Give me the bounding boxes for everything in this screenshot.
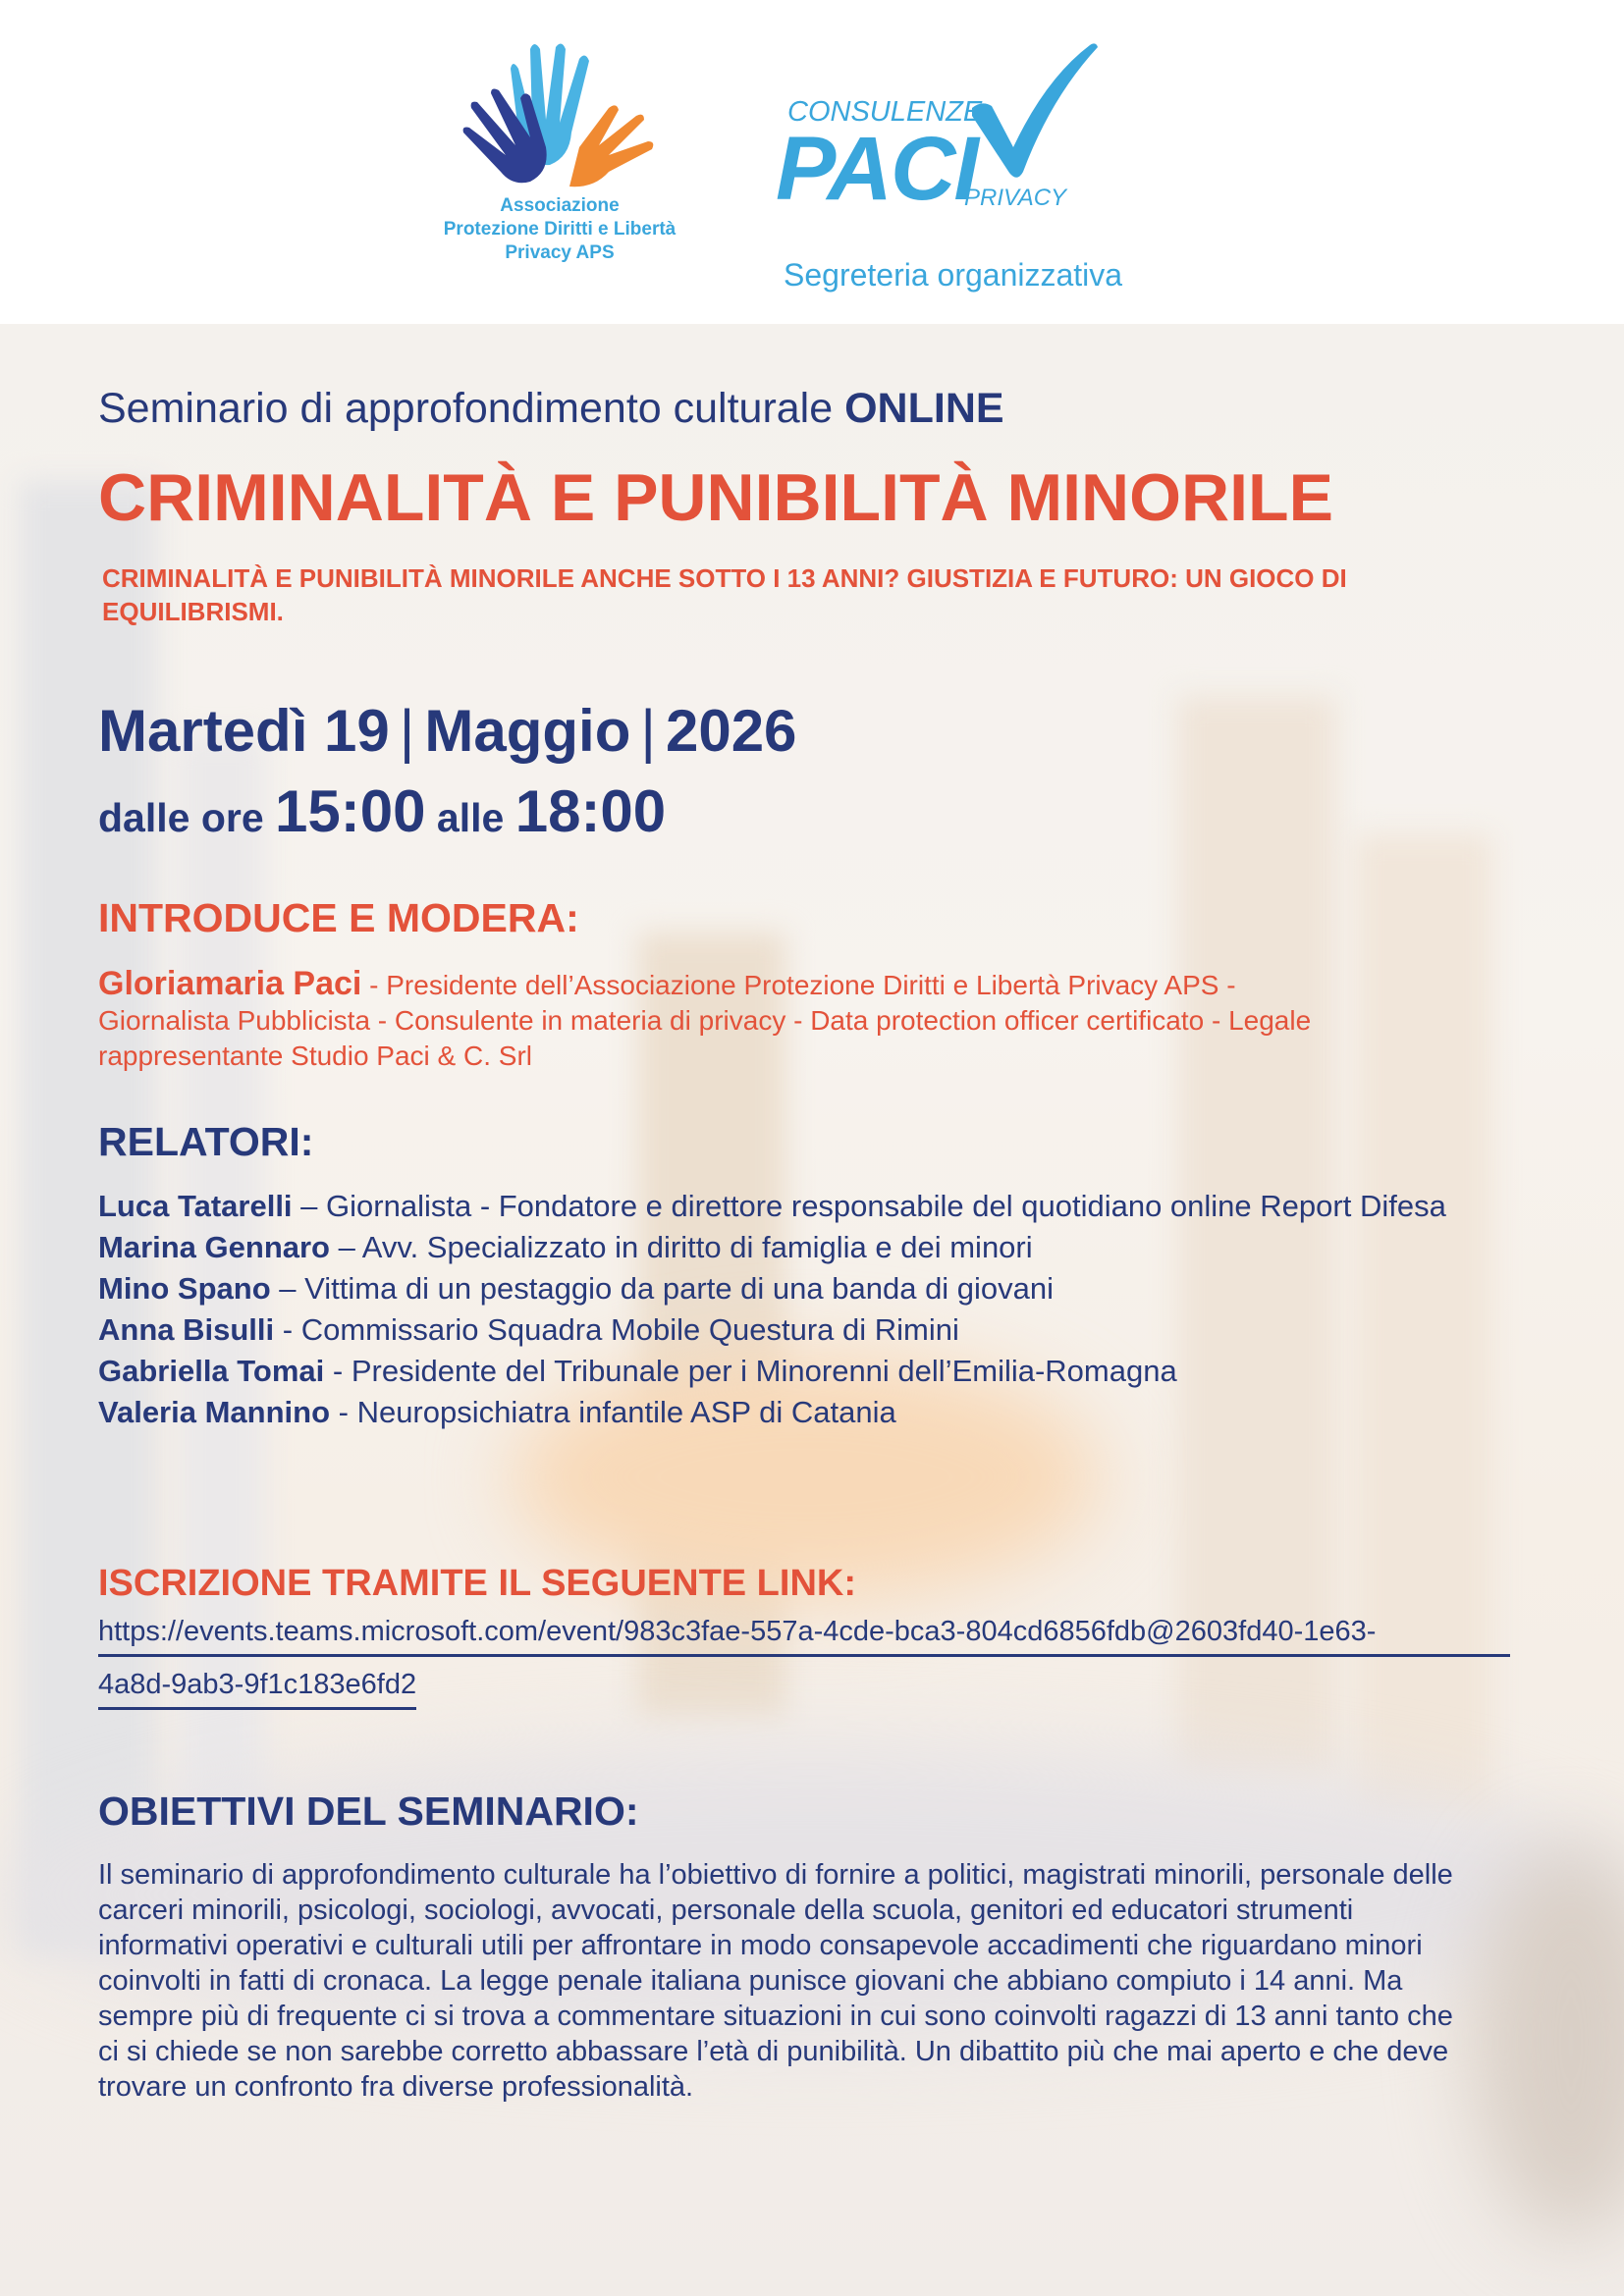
list-item xyxy=(98,1309,1512,1351)
speaker-name: Marina Gennaro xyxy=(98,1230,330,1264)
speaker-name: Anna Bisulli xyxy=(98,1312,275,1347)
hands-icon xyxy=(461,39,658,196)
obiettivi-heading: OBIETTIVI DEL SEMINARIO: xyxy=(98,1789,639,1834)
consulenze-text: CONSULENZE xyxy=(787,96,983,128)
assoc-line-3: Privacy APS xyxy=(505,242,615,263)
speaker-name: Valeria Mannino xyxy=(98,1395,331,1429)
privacy-text: PRIVACY xyxy=(964,185,1067,211)
speaker-role: – Avv. Specializzato in diritto di famiglia e dei minori xyxy=(330,1230,1033,1264)
date-separator-2: | xyxy=(640,698,656,764)
seminar-kicker xyxy=(98,385,1004,433)
iscrizione-heading: ISCRIZIONE TRAMITE IL SEGUENTE LINK: xyxy=(98,1563,856,1604)
speaker-name: Mino Spano xyxy=(98,1271,271,1306)
association-logo xyxy=(432,39,687,275)
paci-text: PACI xyxy=(776,119,977,219)
relatori-heading: RELATORI: xyxy=(98,1119,314,1164)
speaker-name: Gabriella Tomai xyxy=(98,1354,325,1388)
speaker-role: - Commissario Squadra Mobile Questura di Rimini xyxy=(274,1312,959,1347)
page-subtitle: CRIMINALITÀ E PUNIBILITÀ MINORILE ANCHE SOTTO I 13 ANNI? GIUSTIZIA E FUTURO: UN GIOCO DI EQUILIBRISMI. xyxy=(102,563,1347,626)
registration-link-line-2[interactable]: 4a8d-9ab3-9f1c183e6fd2 xyxy=(98,1669,416,1710)
date-separator-1: | xyxy=(399,698,415,764)
speaker-name: Luca Tatarelli xyxy=(98,1189,293,1223)
list-item xyxy=(98,1268,1512,1309)
consulenze-paci-logo xyxy=(776,39,1218,293)
obiettivi-text: Il seminario di approfondimento culturale ha l’obiettivo di fornire a politici, magistrati minorili, personale delle carceri minorili, psicologi, sociologi, avvocati, personale della scuola, genitori ed educatori strumenti informativi operativi e culturali utili per affrontare in modo consapevole accadimenti che riguardano minori coinvolti in fatti di cronaca. La legge penale italiana punisce giovani che abbiano compiuto i 14 anni. Ma sempre più di frequente ci si trova a commentare situazioni in cui sono coinvolti ragazzi di 13 anni tanto che ci si chiede se non sarebbe corretto abbassare l’età di punibilità. Un dibattito più che mai aperto e che deve trovare un confronto fra diverse professionalità. xyxy=(98,1859,1453,2103)
speaker-role: - Neuropsichiatra infantile ASP di Catania xyxy=(330,1395,896,1429)
introduce-heading: INTRODUCE E MODERA: xyxy=(98,895,579,940)
seminar-kicker-online: ONLINE xyxy=(844,385,1004,432)
date-month: Maggio xyxy=(424,698,631,764)
time-from-label: dalle ore xyxy=(98,795,264,840)
seminar-kicker-prefix: Seminario di approfondimento culturale xyxy=(98,385,845,432)
list-item xyxy=(98,1392,1512,1433)
list-item xyxy=(98,1227,1512,1268)
time-to-label: alle xyxy=(436,795,505,840)
introduce-text xyxy=(98,966,1375,1074)
event-time xyxy=(98,777,666,845)
segreteria-text: Segreteria organizzativa xyxy=(784,257,1123,293)
time-to: 18:00 xyxy=(514,778,667,844)
date-weekday-day: Martedì 19 xyxy=(98,698,390,764)
moderator-description: - Presidente dell’Associazione Protezione Diritti e Libertà Privacy APS - Giornalista Pubblicista - Consulente in materia di privacy - Data protection officer certificato - Legale rappresentante Studio Paci & C. Srl xyxy=(98,970,1312,1071)
list-item xyxy=(98,1351,1512,1392)
page-title: CRIMINALITÀ E PUNIBILITÀ MINORILE xyxy=(98,460,1333,535)
speaker-role: - Presidente del Tribunale per i Minorenni dell’Emilia-Romagna xyxy=(324,1354,1177,1388)
registration-link-line-1[interactable]: https://events.teams.microsoft.com/event/983c3fae-557a-4cde-bca3-804cd6856fdb@2603fd40-1e63- xyxy=(98,1616,1510,1657)
date-year: 2026 xyxy=(665,698,797,764)
speaker-role: – Giornalista - Fondatore e direttore responsabile del quotidiano online Report Difesa xyxy=(292,1189,1446,1223)
relatori-list xyxy=(98,1186,1512,1433)
assoc-line-2: Protezione Diritti e Libertà xyxy=(443,219,677,240)
moderator-name: Gloriamaria Paci xyxy=(98,965,362,1002)
event-date xyxy=(98,697,796,765)
time-from: 15:00 xyxy=(275,778,426,844)
list-item xyxy=(98,1186,1512,1227)
speaker-role: – Vittima di un pestaggio da parte di una banda di giovani xyxy=(270,1271,1055,1306)
assoc-line-1: Associazione xyxy=(500,195,620,216)
